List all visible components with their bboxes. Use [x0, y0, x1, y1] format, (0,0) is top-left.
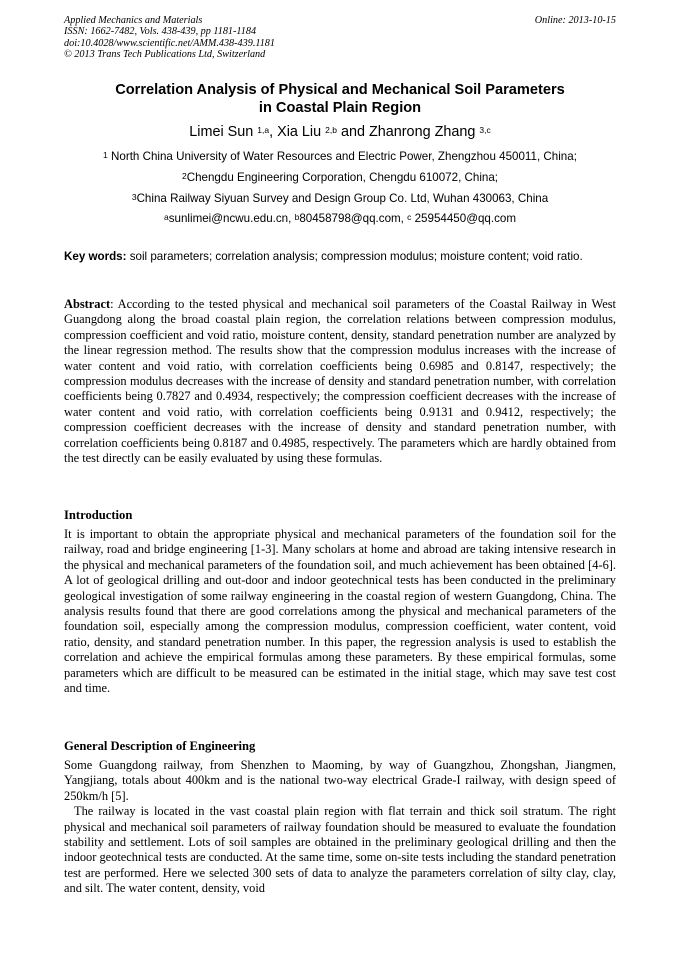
issn-line: ISSN: 1662-7482, Vols. 438-439, pp 1181-1184	[64, 26, 257, 38]
email-c-sup: c	[407, 212, 412, 222]
affiliation-1	[64, 150, 616, 164]
affiliation-1-sup: 1	[103, 150, 108, 160]
email-a-sup: a	[164, 212, 169, 222]
author-2-name: Xia Liu	[277, 124, 322, 140]
introduction-heading: Introduction	[64, 508, 133, 522]
author-3-sup: 3,c	[479, 125, 491, 135]
abstract-label: Abstract	[64, 297, 111, 311]
title-line-2: in Coastal Plain Region	[258, 100, 422, 116]
affiliation-1-text: North China University of Water Resources and Electric Power, Zhengzhou 450011, China;	[111, 150, 577, 163]
title-line-1: Correlation Analysis of Physical and Mechanical Soil Parameters	[115, 82, 565, 98]
general-paragraph-1: Some Guangdong railway, from Shenzhen to Maoming, by way of Guangzhou, Zhongshan, Jiangmen, Yangjiang, totals about 400km and is the national two-way electrical Grade-I railway, with design speed of 250km/h [5].	[64, 758, 616, 803]
affiliation-2	[64, 171, 616, 185]
affiliation-3	[64, 192, 616, 206]
author-1-name: Limei Sun	[189, 124, 254, 140]
keywords-label: Key words:	[64, 250, 127, 263]
journal-meta	[64, 15, 616, 61]
affiliation-2-sup: 2	[181, 171, 187, 181]
general-heading: General Description of Engineering	[64, 739, 256, 753]
email-b: 80458798@qq.com,	[299, 212, 408, 225]
affiliation-3-text: China Railway Siyuan Survey and Design Group Co. Ltd, Wuhan 430063, China	[136, 192, 549, 205]
paper-title	[64, 81, 616, 117]
copyright-line: © 2013 Trans Tech Publications Ltd, Switzerland	[64, 49, 266, 61]
author-3-name: Zhanrong Zhang	[368, 124, 476, 140]
journal-name: Applied Mechanics and Materials	[64, 15, 203, 26]
abstract	[64, 297, 616, 466]
keywords-text: soil parameters; correlation analysis; compression modulus; moisture content; void ratio.	[126, 250, 583, 263]
keywords	[64, 249, 616, 264]
email-b-sup: b	[294, 212, 300, 222]
abstract-text: : According to the tested physical and mechanical soil parameters of the Coastal Railway in West Guangdong along the broad coastal plain region, the correlation relations between compression modulus, compression coefficient and void ratio, moisture content, density, standard penetration number are analyzed by the linear regression method. The results show that the compression modulus increases with the increase of water content and void ratio, with correlation coefficients being 0.6985 and 0.8147, respectively; the compression modulus decreases with the increase of density and standard penetration number, with correlation coefficients being 0.7827 and 0.4934, respectively; the compression coefficient decreases with the increase of water content and void ratio, with correlation coefficients being 0.9131 and 0.9412, respectively; the compression coefficient decreases with the increase of density and standard penetration number, with correlation coefficients being 0.8187 and 0.4985, respectively. The parameters which are hardly obtained from the test directly can be easily evaluated by using these formulas.	[64, 297, 616, 466]
email-c: 25954450@qq.com	[411, 212, 516, 225]
email-a: sunlimei@ncwu.edu.cn,	[168, 212, 295, 225]
author-1-sup: 1,a	[257, 125, 270, 135]
author-2-sup: 2,b	[325, 125, 337, 135]
online-date: Online: 2013-10-15	[534, 15, 616, 26]
doi-line: doi:10.4028/www.scientific.net/AMM.438-439.1181	[64, 37, 275, 49]
affiliation-2-text: Chengdu Engineering Corporation, Chengdu 610072, China;	[186, 171, 499, 184]
affiliation-3-sup: 3	[131, 192, 137, 202]
email-line	[64, 212, 616, 226]
general-text	[64, 758, 616, 897]
general-paragraph-2: The railway is located in the vast coastal plain region with flat terrain and thick soil stratum. The right physical and mechanical soil parameters of railway foundation should be measured to evaluate the foundation stability and settlement. Lots of soil samples are obtained in the preliminary geological drilling and then the indoor geotechnical tests are conducted. At the same time, some on-site tests including the standard penetration test are performed. Here we selected 300 sets of data to analyze the parameters correlation of silty clay, clay, and silt. The water content, density, void	[64, 804, 616, 896]
introduction-text: It is important to obtain the appropriate physical and mechanical parameters of the foundation soil for the railway, road and bridge engineering [1-3]. Many scholars at home and abroad are taking intensive research in the physical and mechanical parameters of the foundation soil, and much achievement has been obtained [4-6]. A lot of geological drilling and out-door and indoor geotechnical tests has been conducted in the preliminary geological investigation of some railway engineering in the coastal region of western Guangdong, China. The analysis results found that there are good correlations among the physical and mechanical parameters of the foundation soil, especially among the compression modulus, compression coefficient, water content, void ratio, density, and standard penetration number. In this paper, the regression analysis is used to establish the correlation and achieve the empirical formulas among these parameters. By these empirical formulas, some parameters which are difficult to be measured can be estimated in the initial stage, which may save test cost and time.	[64, 527, 616, 696]
author-list: Limei Sun $^{1,a}$, Xia Liu $^{2,b}$ and Zhanrong Zhang $^{3,c}$	[189, 124, 491, 140]
